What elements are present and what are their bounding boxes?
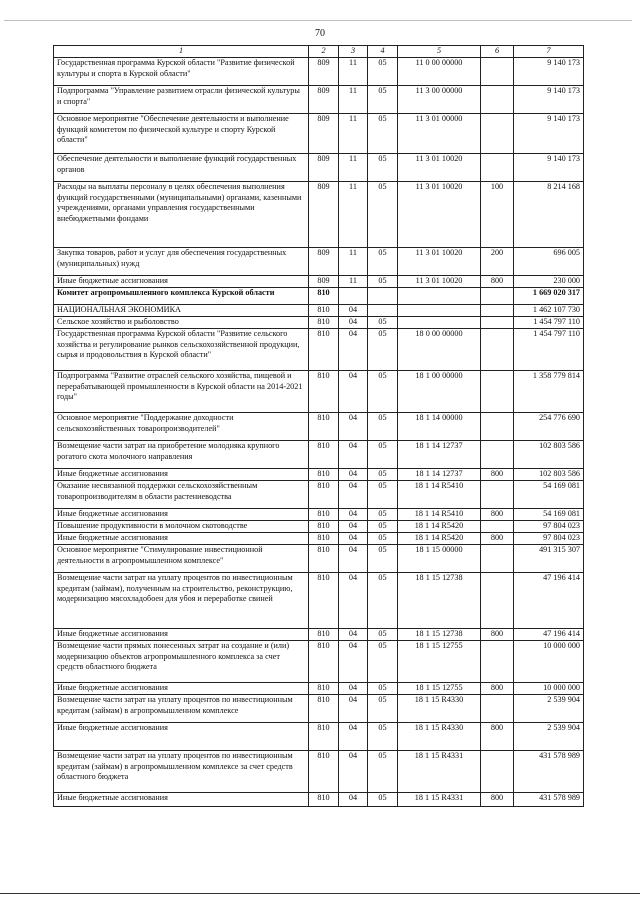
table-row — [54, 86, 584, 114]
row-amount: 97 804 023 — [514, 521, 584, 533]
row-col-2: 810 — [309, 641, 339, 683]
table-row — [54, 751, 584, 793]
table-row — [54, 305, 584, 317]
row-col-3: 04 — [339, 683, 368, 695]
table-row — [54, 641, 584, 683]
table-header-row — [54, 46, 584, 58]
header-col-2: 2 — [309, 46, 339, 58]
row-name: Иные бюджетные ассигнования — [54, 469, 309, 481]
row-col-6: 800 — [481, 509, 514, 521]
row-col-6 — [481, 86, 514, 114]
row-col-2: 809 — [309, 58, 339, 86]
row-col-5: 18 1 14 R5410 — [398, 481, 481, 509]
row-col-4: 05 — [368, 114, 398, 154]
row-col-6 — [481, 641, 514, 683]
row-amount: 47 196 414 — [514, 573, 584, 629]
row-col-6: 800 — [481, 276, 514, 288]
row-col-4: 05 — [368, 573, 398, 629]
row-col-4 — [368, 305, 398, 317]
row-col-6: 800 — [481, 533, 514, 545]
row-col-2: 809 — [309, 114, 339, 154]
row-col-3: 04 — [339, 545, 368, 573]
row-col-3: 04 — [339, 521, 368, 533]
row-col-3: 04 — [339, 573, 368, 629]
row-name: Иные бюджетные ассигнования — [54, 276, 309, 288]
row-col-3: 04 — [339, 305, 368, 317]
row-col-2: 810 — [309, 533, 339, 545]
row-col-2: 810 — [309, 413, 339, 441]
row-name: Иные бюджетные ассигнования — [54, 723, 309, 751]
table-row — [54, 329, 584, 371]
row-name: Основное мероприятие "Обеспечение деятельности и выполнение функций комитетом по физической культуре и спорту Курской области" — [54, 114, 309, 154]
row-col-5: 18 1 15 R4330 — [398, 695, 481, 723]
row-col-5: 11 3 01 00000 — [398, 114, 481, 154]
row-col-5: 11 3 01 10020 — [398, 154, 481, 182]
row-col-6: 800 — [481, 793, 514, 807]
row-name: Возмещение части затрат на уплату процентов по инвестиционным кредитам (займам) в агропромышленном комплексе за счет средств областного бюджета — [54, 751, 309, 793]
table-row — [54, 533, 584, 545]
table-row — [54, 723, 584, 751]
row-name: Иные бюджетные ассигнования — [54, 629, 309, 641]
row-col-3: 11 — [339, 248, 368, 276]
table-row — [54, 114, 584, 154]
row-col-2: 809 — [309, 248, 339, 276]
row-amount: 696 005 — [514, 248, 584, 276]
row-amount: 8 214 168 — [514, 182, 584, 248]
row-col-5: 11 3 00 00000 — [398, 86, 481, 114]
row-col-4: 05 — [368, 86, 398, 114]
row-col-2: 810 — [309, 545, 339, 573]
row-col-3: 04 — [339, 441, 368, 469]
row-col-5: 18 1 15 R4330 — [398, 723, 481, 751]
row-col-3: 04 — [339, 317, 368, 329]
row-col-4: 05 — [368, 723, 398, 751]
row-amount: 254 776 690 — [514, 413, 584, 441]
row-col-4: 05 — [368, 469, 398, 481]
row-amount: 10 000 000 — [514, 683, 584, 695]
row-col-6 — [481, 573, 514, 629]
row-name: Подпрограмма "Развитие отраслей сельского хозяйства, пищевой и перерабатывающей промышленности в Курской области на 2014-2021 годы" — [54, 371, 309, 413]
row-col-3: 04 — [339, 329, 368, 371]
table-row — [54, 481, 584, 509]
row-col-5: 18 1 15 12755 — [398, 683, 481, 695]
row-name: Возмещение части затрат на уплату процентов по инвестиционным кредитам (займам) в агропромышленном комплексе — [54, 695, 309, 723]
row-col-3: 04 — [339, 723, 368, 751]
row-col-6 — [481, 545, 514, 573]
table-row — [54, 521, 584, 533]
row-col-4: 05 — [368, 329, 398, 371]
row-col-4: 05 — [368, 509, 398, 521]
row-name: Возмещение части затрат на приобретение молодняка крупного рогатого скота молочного направления — [54, 441, 309, 469]
row-col-5: 18 1 15 12738 — [398, 629, 481, 641]
row-amount: 9 140 173 — [514, 114, 584, 154]
row-col-3: 04 — [339, 371, 368, 413]
row-col-6 — [481, 114, 514, 154]
row-amount: 1 358 779 814 — [514, 371, 584, 413]
row-col-5: 18 1 15 12755 — [398, 641, 481, 683]
row-col-4: 05 — [368, 533, 398, 545]
row-col-5: 11 3 01 10020 — [398, 182, 481, 248]
row-col-3: 11 — [339, 276, 368, 288]
row-amount: 1 669 020 317 — [514, 288, 584, 305]
row-col-3: 04 — [339, 481, 368, 509]
row-col-2: 810 — [309, 481, 339, 509]
row-name: Основное мероприятие "Поддержание доходности сельскохозяйственных товаропроизводителей" — [54, 413, 309, 441]
row-col-5: 18 1 14 12737 — [398, 441, 481, 469]
row-name: Подпрограмма "Управление развитием отрасли физической культуры и спорта" — [54, 86, 309, 114]
row-col-6 — [481, 521, 514, 533]
row-col-2: 809 — [309, 86, 339, 114]
row-name: Расходы на выплаты персоналу в целях обеспечения выполнения функций государственными (муниципальными) органами, казенными учреждениями, органами управления государственными внебюджетными фондами — [54, 182, 309, 248]
row-col-6: 100 — [481, 182, 514, 248]
row-name: Закупка товаров, работ и услуг для обеспечения государственных (муниципальных) нужд — [54, 248, 309, 276]
row-amount: 1 462 107 730 — [514, 305, 584, 317]
row-col-3: 04 — [339, 533, 368, 545]
row-amount: 54 169 081 — [514, 509, 584, 521]
row-col-3: 11 — [339, 182, 368, 248]
row-amount: 491 315 307 — [514, 545, 584, 573]
row-col-5: 18 1 00 00000 — [398, 371, 481, 413]
row-col-3 — [339, 288, 368, 305]
row-amount: 54 169 081 — [514, 481, 584, 509]
row-col-4 — [368, 288, 398, 305]
row-amount: 431 578 989 — [514, 793, 584, 807]
row-col-6 — [481, 441, 514, 469]
row-col-3: 11 — [339, 154, 368, 182]
row-col-4: 05 — [368, 154, 398, 182]
table-row — [54, 154, 584, 182]
budget-table — [53, 45, 584, 807]
row-name: Иные бюджетные ассигнования — [54, 509, 309, 521]
top-rule — [4, 20, 632, 21]
row-col-6 — [481, 154, 514, 182]
row-col-2: 810 — [309, 441, 339, 469]
row-col-3: 11 — [339, 58, 368, 86]
row-col-5: 11 3 01 10020 — [398, 276, 481, 288]
table-row — [54, 629, 584, 641]
table-row — [54, 371, 584, 413]
row-col-6: 200 — [481, 248, 514, 276]
table-row — [54, 545, 584, 573]
header-col-4: 4 — [368, 46, 398, 58]
row-col-3: 11 — [339, 86, 368, 114]
row-col-4: 05 — [368, 545, 398, 573]
row-name: Иные бюджетные ассигнования — [54, 533, 309, 545]
row-col-5: 18 1 15 12738 — [398, 573, 481, 629]
row-name: Оказание несвязанной поддержки сельскохозяйственным товаропроизводителям в области растениеводства — [54, 481, 309, 509]
row-col-6 — [481, 305, 514, 317]
row-col-5: 18 1 14 R5420 — [398, 521, 481, 533]
header-col-3: 3 — [339, 46, 368, 58]
row-name: Государственная программа Курской области "Развитие физической культуры и спорта в Курской области" — [54, 58, 309, 86]
row-col-6 — [481, 58, 514, 86]
row-name: Возмещение части прямых понесенных затрат на создание и (или) модернизацию объектов агропромышленного комплекса за счет средств областного бюджета — [54, 641, 309, 683]
row-col-6 — [481, 413, 514, 441]
row-col-2: 809 — [309, 154, 339, 182]
row-col-6 — [481, 329, 514, 371]
row-name: Государственная программа Курской области "Развитие сельского хозяйства и регулирование рынков сельскохозяйственной продукции, сырья и продовольствия в Курской области" — [54, 329, 309, 371]
row-col-2: 810 — [309, 723, 339, 751]
row-col-4: 05 — [368, 413, 398, 441]
row-col-4: 05 — [368, 371, 398, 413]
row-col-4: 05 — [368, 793, 398, 807]
row-col-5: 18 1 15 00000 — [398, 545, 481, 573]
row-col-3: 04 — [339, 469, 368, 481]
row-col-3: 04 — [339, 413, 368, 441]
table-row — [54, 683, 584, 695]
row-amount: 1 454 797 110 — [514, 317, 584, 329]
table-body — [54, 58, 584, 807]
row-amount: 9 140 173 — [514, 58, 584, 86]
table-row — [54, 248, 584, 276]
row-amount: 1 454 797 110 — [514, 329, 584, 371]
row-col-5: 18 1 14 R5420 — [398, 533, 481, 545]
row-col-4: 05 — [368, 317, 398, 329]
row-col-2: 810 — [309, 573, 339, 629]
table-row — [54, 509, 584, 521]
header-col-7: 7 — [514, 46, 584, 58]
row-col-5: 18 1 14 R5410 — [398, 509, 481, 521]
row-col-4: 05 — [368, 751, 398, 793]
row-col-5 — [398, 317, 481, 329]
row-col-5: 18 1 14 12737 — [398, 469, 481, 481]
row-col-4: 05 — [368, 521, 398, 533]
row-col-6 — [481, 317, 514, 329]
row-col-4: 05 — [368, 683, 398, 695]
row-col-4: 05 — [368, 182, 398, 248]
row-col-4: 05 — [368, 58, 398, 86]
row-name: Иные бюджетные ассигнования — [54, 793, 309, 807]
row-amount: 9 140 173 — [514, 86, 584, 114]
row-col-6 — [481, 481, 514, 509]
row-col-2: 810 — [309, 683, 339, 695]
row-col-2: 810 — [309, 329, 339, 371]
table-row — [54, 182, 584, 248]
row-col-3: 04 — [339, 695, 368, 723]
row-col-2: 810 — [309, 371, 339, 413]
row-col-2: 810 — [309, 793, 339, 807]
row-col-4: 05 — [368, 276, 398, 288]
row-col-5: 11 0 00 00000 — [398, 58, 481, 86]
row-col-5 — [398, 305, 481, 317]
row-col-4: 05 — [368, 641, 398, 683]
row-col-4: 05 — [368, 695, 398, 723]
row-col-6 — [481, 288, 514, 305]
row-col-2: 810 — [309, 317, 339, 329]
table-row — [54, 288, 584, 305]
table-row — [54, 58, 584, 86]
row-name: Основное мероприятие "Стимулирование инвестиционной деятельности в агропромышленном комплексе" — [54, 545, 309, 573]
row-col-6: 800 — [481, 683, 514, 695]
row-amount: 230 000 — [514, 276, 584, 288]
row-col-2: 810 — [309, 509, 339, 521]
row-col-4: 05 — [368, 248, 398, 276]
row-amount: 431 578 989 — [514, 751, 584, 793]
row-col-2: 810 — [309, 469, 339, 481]
table-row — [54, 441, 584, 469]
row-col-3: 04 — [339, 509, 368, 521]
row-amount: 9 140 173 — [514, 154, 584, 182]
row-col-3: 04 — [339, 641, 368, 683]
table-row — [54, 573, 584, 629]
row-col-4: 05 — [368, 481, 398, 509]
row-col-5: 18 0 00 00000 — [398, 329, 481, 371]
row-col-4: 05 — [368, 629, 398, 641]
row-col-6: 800 — [481, 723, 514, 751]
table-row — [54, 413, 584, 441]
row-amount: 2 539 904 — [514, 723, 584, 751]
row-col-6 — [481, 371, 514, 413]
row-col-3: 04 — [339, 629, 368, 641]
bottom-rule — [0, 893, 640, 894]
row-col-4: 05 — [368, 441, 398, 469]
row-name: Комитет агропромышленного комплекса Курской области — [54, 288, 309, 305]
row-col-5: 18 1 15 R4331 — [398, 751, 481, 793]
row-name: Сельское хозяйство и рыболовство — [54, 317, 309, 329]
row-col-2: 810 — [309, 751, 339, 793]
row-name: Иные бюджетные ассигнования — [54, 683, 309, 695]
table-row — [54, 793, 584, 807]
row-col-5: 18 1 15 R4331 — [398, 793, 481, 807]
row-col-5: 11 3 01 10020 — [398, 248, 481, 276]
row-col-2: 809 — [309, 182, 339, 248]
row-name: Возмещение части затрат на уплату процентов по инвестиционным кредитам (займам), полученным на строительство, реконструкцию, модернизацию мясохладобоен для убоя и переработке свиней — [54, 573, 309, 629]
row-amount: 10 000 000 — [514, 641, 584, 683]
row-col-5: 18 1 14 00000 — [398, 413, 481, 441]
header-col-6: 6 — [481, 46, 514, 58]
row-amount: 102 803 586 — [514, 469, 584, 481]
row-col-2: 810 — [309, 521, 339, 533]
row-name: Обеспечение деятельности и выполнение функций государственных органов — [54, 154, 309, 182]
row-col-2: 810 — [309, 629, 339, 641]
row-name: НАЦИОНАЛЬНАЯ ЭКОНОМИКА — [54, 305, 309, 317]
header-col-1: 1 — [54, 46, 309, 58]
row-amount: 97 804 023 — [514, 533, 584, 545]
row-col-2: 809 — [309, 276, 339, 288]
row-name: Повышение продуктивности в молочном скотоводстве — [54, 521, 309, 533]
row-col-2: 810 — [309, 305, 339, 317]
row-amount: 102 803 586 — [514, 441, 584, 469]
row-amount: 2 539 904 — [514, 695, 584, 723]
row-col-5 — [398, 288, 481, 305]
row-amount: 47 196 414 — [514, 629, 584, 641]
row-col-3: 11 — [339, 114, 368, 154]
row-col-3: 04 — [339, 751, 368, 793]
row-col-6: 800 — [481, 629, 514, 641]
row-col-2: 810 — [309, 695, 339, 723]
row-col-2: 810 — [309, 288, 339, 305]
page-number: 70 — [315, 28, 325, 39]
table-row — [54, 469, 584, 481]
row-col-3: 04 — [339, 793, 368, 807]
row-col-6 — [481, 695, 514, 723]
table-row — [54, 317, 584, 329]
row-col-6 — [481, 751, 514, 793]
table-row — [54, 695, 584, 723]
table-row — [54, 276, 584, 288]
header-col-5: 5 — [398, 46, 481, 58]
row-col-6: 800 — [481, 469, 514, 481]
